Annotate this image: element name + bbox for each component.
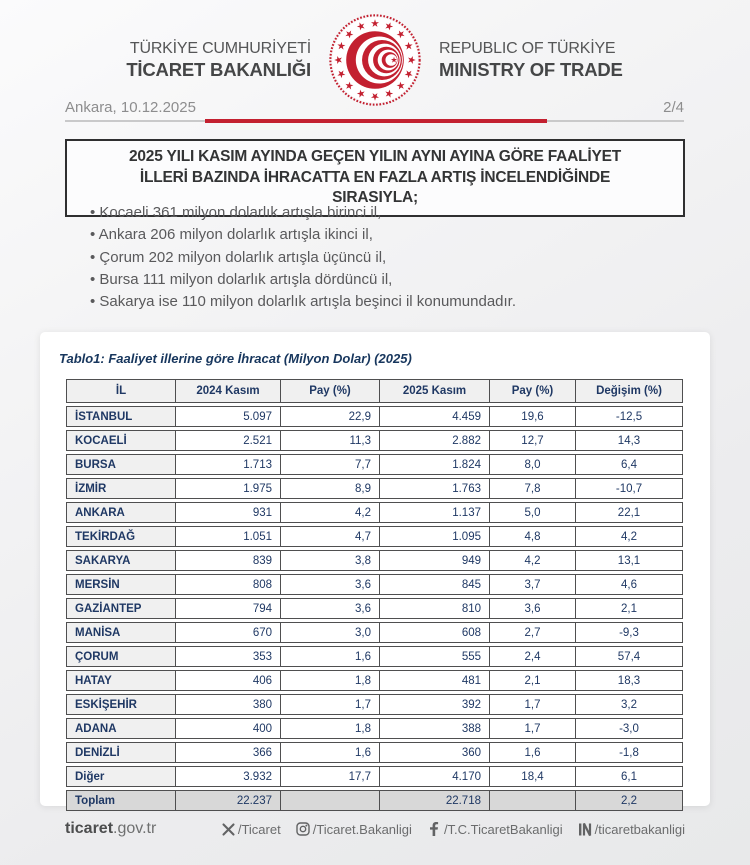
province-cell: İZMİR xyxy=(66,478,176,499)
value-cell: 400 xyxy=(176,718,281,739)
value-cell: 2,7 xyxy=(490,622,576,643)
value-cell: 1,7 xyxy=(490,694,576,715)
province-cell: ADANA xyxy=(66,718,176,739)
value-cell: 353 xyxy=(176,646,281,667)
province-cell: MERSİN xyxy=(66,574,176,595)
org-title-turkish xyxy=(49,40,311,81)
value-cell: -12,5 xyxy=(576,406,683,427)
value-cell: 3,6 xyxy=(281,574,380,595)
value-cell: 1.975 xyxy=(176,478,281,499)
table-row xyxy=(66,766,683,787)
value-cell: 3,7 xyxy=(490,574,576,595)
facebook-icon xyxy=(427,822,442,837)
org-tr-line2: TİCARET BAKANLIĞI xyxy=(126,58,311,80)
social-handle: /Ticaret xyxy=(237,821,281,837)
value-cell: 3.932 xyxy=(176,766,281,787)
province-cell: SAKARYA xyxy=(66,550,176,571)
website-rest: .gov.tr xyxy=(113,820,157,837)
value-cell: 3,2 xyxy=(576,694,683,715)
province-cell: HATAY xyxy=(66,670,176,691)
value-cell: 794 xyxy=(176,598,281,619)
export-table xyxy=(66,376,683,814)
value-cell: 360 xyxy=(380,742,490,763)
social-links xyxy=(221,822,685,837)
social-item[interactable] xyxy=(221,822,281,837)
social-item[interactable] xyxy=(578,822,685,837)
header xyxy=(0,12,750,108)
social-item[interactable] xyxy=(296,822,412,837)
table-header xyxy=(66,379,683,403)
value-cell: 4,2 xyxy=(281,502,380,523)
value-cell: 22.718 xyxy=(380,790,490,811)
org-en-line1: REPUBLIC OF TÜRKİYE xyxy=(439,39,616,57)
value-cell: 2.882 xyxy=(380,430,490,451)
table-row xyxy=(66,526,683,547)
page-number: 2/4 xyxy=(663,99,684,116)
social-handle: /Ticaret.Bakanligi xyxy=(312,821,412,837)
value-cell: 1.763 xyxy=(380,478,490,499)
org-en-line2: MINISTRY OF TRADE xyxy=(439,58,623,80)
column-header: İL xyxy=(66,379,176,403)
footer xyxy=(65,820,685,838)
value-cell: 2,4 xyxy=(490,646,576,667)
meta-row xyxy=(65,99,684,116)
value-cell: 4,7 xyxy=(281,526,380,547)
province-cell: MANİSA xyxy=(66,622,176,643)
website-link[interactable] xyxy=(65,820,156,838)
province-cell: GAZİANTEP xyxy=(66,598,176,619)
bullet-item: • Çorum 202 milyon dolarlık artışla üçüncü il, xyxy=(90,248,387,266)
province-cell: BURSA xyxy=(66,454,176,475)
value-cell: 1,8 xyxy=(281,670,380,691)
value-cell: 392 xyxy=(380,694,490,715)
value-cell: 22,9 xyxy=(281,406,380,427)
social-handle: /ticaretbakanligi xyxy=(594,821,685,837)
table-total-row xyxy=(66,790,683,811)
column-header: Pay (%) xyxy=(490,379,576,403)
table-row xyxy=(66,670,683,691)
value-cell: 2,1 xyxy=(576,598,683,619)
value-cell: 1,7 xyxy=(490,718,576,739)
value-cell: 1,8 xyxy=(281,718,380,739)
value-cell: 8,9 xyxy=(281,478,380,499)
value-cell: 1,6 xyxy=(281,646,380,667)
value-cell: 3,6 xyxy=(281,598,380,619)
value-cell: 949 xyxy=(380,550,490,571)
value-cell: 1.713 xyxy=(176,454,281,475)
table-row xyxy=(66,502,683,523)
value-cell: 388 xyxy=(380,718,490,739)
value-cell: 22.237 xyxy=(176,790,281,811)
ministry-of-trade-emblem-icon xyxy=(327,12,423,108)
value-cell: 14,3 xyxy=(576,430,683,451)
value-cell: 3,6 xyxy=(490,598,576,619)
value-cell: 5,0 xyxy=(490,502,576,523)
value-cell: -1,8 xyxy=(576,742,683,763)
nsosyal-icon xyxy=(578,822,593,837)
value-cell: 670 xyxy=(176,622,281,643)
value-cell: 1.095 xyxy=(380,526,490,547)
bullet-item: • Ankara 206 milyon dolarlık artışla ikinci il, xyxy=(90,226,373,244)
value-cell: 845 xyxy=(380,574,490,595)
value-cell: 7,7 xyxy=(281,454,380,475)
x-icon xyxy=(221,822,236,837)
value-cell: 1.051 xyxy=(176,526,281,547)
value-cell: 8,0 xyxy=(490,454,576,475)
table-header-row xyxy=(66,379,683,403)
table-row xyxy=(66,406,683,427)
value-cell: 6,4 xyxy=(576,454,683,475)
table-row xyxy=(66,550,683,571)
value-cell: 12,7 xyxy=(490,430,576,451)
value-cell: 5.097 xyxy=(176,406,281,427)
column-header: Pay (%) xyxy=(281,379,380,403)
value-cell: 4.170 xyxy=(380,766,490,787)
value-cell: 2.521 xyxy=(176,430,281,451)
value-cell: 808 xyxy=(176,574,281,595)
value-cell: 2,1 xyxy=(490,670,576,691)
table-row xyxy=(66,598,683,619)
value-cell: 1.137 xyxy=(380,502,490,523)
bullet-item: • Kocaeli 361 milyon dolarlık artışla birinci il, xyxy=(90,204,382,221)
instagram-icon xyxy=(296,822,311,837)
table-body xyxy=(66,406,683,811)
value-cell: 406 xyxy=(176,670,281,691)
value-cell: 11,3 xyxy=(281,430,380,451)
column-header: 2024 Kasım xyxy=(176,379,281,403)
website-bold: ticaret xyxy=(65,820,114,837)
province-cell: KOCAELİ xyxy=(66,430,176,451)
table-row xyxy=(66,742,683,763)
bullet-item: • Bursa 111 milyon dolarlık artışla dördüncü il, xyxy=(90,270,393,288)
value-cell: 18,3 xyxy=(576,670,683,691)
social-item[interactable] xyxy=(427,822,563,837)
column-header: 2025 Kasım xyxy=(380,379,490,403)
value-cell: 608 xyxy=(380,622,490,643)
value-cell: 7,8 xyxy=(490,478,576,499)
value-cell: -9,3 xyxy=(576,622,683,643)
value-cell: 366 xyxy=(176,742,281,763)
table-title: Tablo1: Faaliyet illerine göre İhracat (Milyon Dolar) (2025) xyxy=(59,351,412,366)
table-card xyxy=(40,332,710,806)
province-cell: DENİZLİ xyxy=(66,742,176,763)
bullet-item: • Sakarya ise 110 milyon dolarlık artışla beşinci il konumundadır. xyxy=(90,293,517,311)
value-cell: 3,8 xyxy=(281,550,380,571)
value-cell: 3,0 xyxy=(281,622,380,643)
table-row xyxy=(66,478,683,499)
value-cell: 19,6 xyxy=(490,406,576,427)
province-cell: Diğer xyxy=(66,766,176,787)
value-cell: 6,1 xyxy=(576,766,683,787)
value-cell: 4,8 xyxy=(490,526,576,547)
province-cell: ANKARA xyxy=(66,502,176,523)
province-cell: ÇORUM xyxy=(66,646,176,667)
value-cell: 1.824 xyxy=(380,454,490,475)
table-row xyxy=(66,646,683,667)
value-cell: 810 xyxy=(380,598,490,619)
date-location: Ankara, 10.12.2025 xyxy=(65,99,196,116)
value-cell: 4,2 xyxy=(490,550,576,571)
value-cell xyxy=(281,790,380,811)
value-cell: -10,7 xyxy=(576,478,683,499)
table-row xyxy=(66,430,683,451)
value-cell: 4.459 xyxy=(380,406,490,427)
value-cell: 481 xyxy=(380,670,490,691)
table-row xyxy=(66,694,683,715)
value-cell: 4,6 xyxy=(576,574,683,595)
org-title-english xyxy=(439,40,701,81)
value-cell: 1,6 xyxy=(281,742,380,763)
value-cell: 4,2 xyxy=(576,526,683,547)
value-cell xyxy=(490,790,576,811)
table-row xyxy=(66,718,683,739)
column-header: Değişim (%) xyxy=(576,379,683,403)
value-cell: 57,4 xyxy=(576,646,683,667)
value-cell: 931 xyxy=(176,502,281,523)
value-cell: 1,6 xyxy=(490,742,576,763)
value-cell: 555 xyxy=(380,646,490,667)
province-cell: İSTANBUL xyxy=(66,406,176,427)
table-row xyxy=(66,454,683,475)
value-cell: 17,7 xyxy=(281,766,380,787)
value-cell: -3,0 xyxy=(576,718,683,739)
value-cell: 18,4 xyxy=(490,766,576,787)
province-cell: ESKİŞEHİR xyxy=(66,694,176,715)
table-row xyxy=(66,574,683,595)
value-cell: 22,1 xyxy=(576,502,683,523)
value-cell: 13,1 xyxy=(576,550,683,571)
social-handle: /T.C.TicaretBakanligi xyxy=(443,821,563,837)
divider-accent xyxy=(205,119,547,123)
value-cell: 1,7 xyxy=(281,694,380,715)
bullet-list xyxy=(90,202,522,313)
table-row xyxy=(66,622,683,643)
page-title: 2025 YILI KASIM AYINDA GEÇEN YILIN AYNI AYINA GÖRE FAALİYET İLLERİ BAZINDA İHRACATTA EN FAZLA ARTIŞ İNCELENDİĞİNDE SIRASIYLA; xyxy=(128,148,622,207)
org-tr-line1: TÜRKİYE CUMHURİYETİ xyxy=(129,39,311,57)
province-cell: TEKİRDAĞ xyxy=(66,526,176,547)
value-cell: 839 xyxy=(176,550,281,571)
value-cell: 380 xyxy=(176,694,281,715)
province-cell: Toplam xyxy=(66,790,176,811)
value-cell: 2,2 xyxy=(576,790,683,811)
